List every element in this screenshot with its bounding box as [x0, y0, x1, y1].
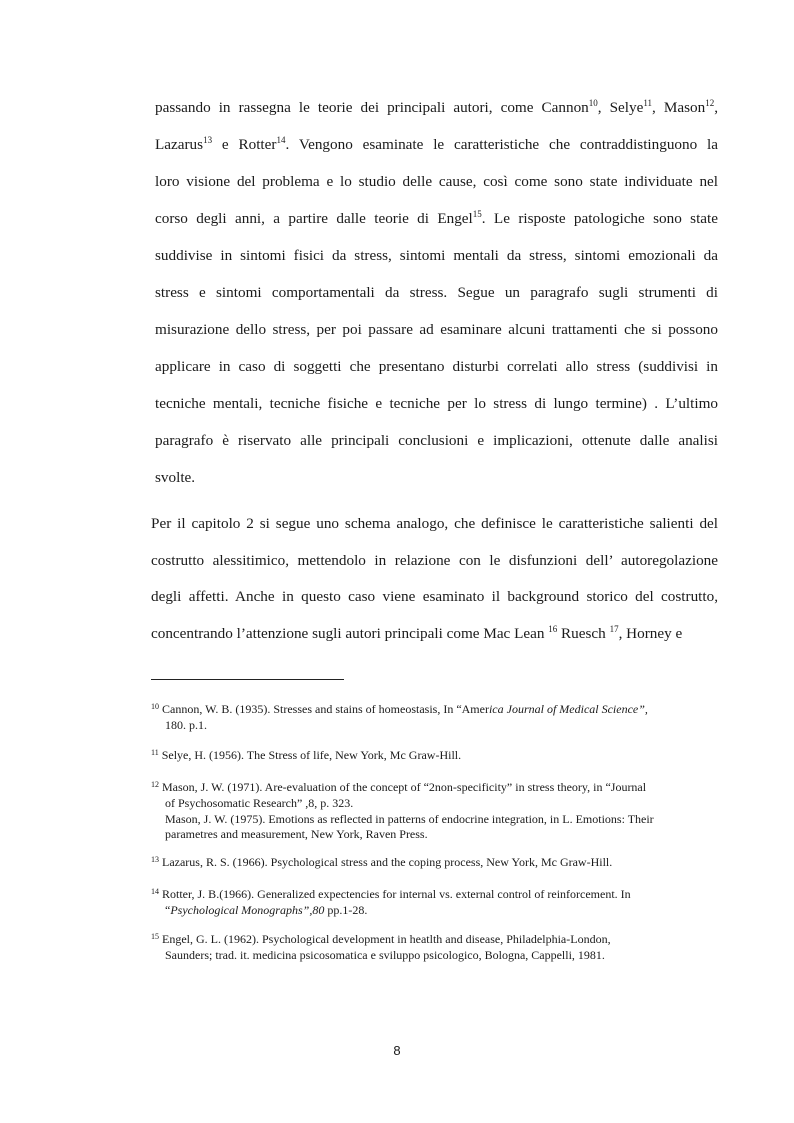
- footnote-ref: 15: [472, 209, 482, 219]
- footnote-number: 14: [151, 887, 159, 896]
- footnote-13: [151, 855, 726, 871]
- text-run: suddivise in sintomi fisici da stress, sintomi mentali da stress, sintomi emozionali da: [155, 247, 718, 264]
- footnote-ref: 17: [609, 624, 619, 635]
- footnote-text: Selye, H. (1956). The Stress of life, New York, Mc Graw-Hill.: [161, 748, 462, 762]
- text-line: [155, 163, 718, 200]
- footnote-ref: 11: [643, 98, 653, 108]
- text-run: corso degli anni, a partire dalle teorie di Engel: [155, 210, 473, 227]
- footnote-text: Saunders; trad. it. medicina psicosomatica e sviluppo psicologico, Bologna, Cappelli, 1981.: [165, 947, 605, 962]
- text-run: stress e sintomi comportamentali da stress. Segue un paragrafo sugli strumenti di: [155, 284, 718, 301]
- body-paragraph-1: [155, 89, 718, 496]
- footnote-11: [151, 748, 726, 764]
- text-run: misurazione dello stress, per poi passare ad esaminare alcuni trattamenti che si possono: [155, 321, 718, 338]
- text-line: [151, 543, 718, 580]
- text-run: Ruesch: [557, 625, 610, 643]
- footnote-ref: 12: [705, 98, 715, 108]
- footnote-number: 13: [151, 855, 159, 864]
- footnote-text: Mason, J. W. (1975). Emotions as reflected in patterns of endocrine integration, in L. Emotions: Their: [165, 811, 654, 826]
- text-run: applicare in caso di soggetti che presentano disturbi correlati allo stress (suddivisi in: [155, 358, 718, 375]
- footnote-body: [151, 932, 726, 964]
- footnote-text: ica Journal of Medical Science”,: [488, 702, 648, 716]
- text-line: [155, 274, 718, 311]
- text-run: tecniche mentali, tecniche fisiche e tecniche per lo stress di lungo termine) . L’ultimo: [155, 395, 718, 412]
- text-run: , Horney e: [618, 625, 683, 643]
- footnote-body: [151, 887, 726, 919]
- text-run: degli affetti. Anche in questo caso viene esaminato il background storico del costrutto,: [151, 588, 718, 606]
- text-line: [155, 237, 718, 274]
- text-run: . Vengono esaminate le caratteristiche che contraddistinguono la: [285, 136, 718, 153]
- text-run: paragrafo è riservato alle principali conclusioni e implicazioni, ottenute dalle analisi: [155, 432, 718, 449]
- text-line: [155, 459, 718, 496]
- text-line: [155, 385, 718, 422]
- footnote-text: Cannon, W. B. (1935). Stresses and stains of homeostasis, In “Amer: [162, 702, 489, 716]
- footnote-text: “: [165, 902, 171, 917]
- footnote-body: [151, 702, 726, 734]
- footnote-text: of Psychosomatic Research” ,8, p. 323.: [165, 795, 354, 810]
- text-run: costrutto alessitimico, mettendolo in relazione con le disfunzioni dell’ autoregolazione: [151, 551, 718, 569]
- text-run: ,: [714, 99, 718, 116]
- footnote-10: [151, 702, 726, 734]
- page-number: 8: [393, 1043, 401, 1058]
- text-line: [155, 200, 718, 237]
- text-run: concentrando l’attenzione sugli autori principali come Mac Lean: [151, 625, 549, 643]
- footnote-body: [151, 855, 726, 871]
- text-run: Per il capitolo 2 si segue uno schema analogo, che definisce le caratteristiche salienti del: [151, 515, 718, 532]
- text-line: [151, 579, 718, 616]
- text-line: [155, 89, 718, 126]
- footnote-text: 180. p.1.: [165, 717, 207, 732]
- text-run: Lazarus: [155, 136, 204, 153]
- footnote-number: 10: [151, 702, 159, 711]
- footnote-ref: 13: [203, 135, 213, 145]
- text-line: [151, 506, 718, 543]
- footnote-number: 11: [151, 748, 159, 757]
- footnote-12: [151, 780, 726, 843]
- body-paragraph-2: [151, 506, 718, 653]
- text-line: [155, 126, 718, 163]
- footnote-text: Psychological Monographs”,80: [170, 902, 325, 917]
- text-run: , Mason: [652, 99, 706, 116]
- text-line: [151, 616, 718, 653]
- footnote-text: pp.1-28.: [324, 902, 368, 917]
- footnote-text: Mason, J. W. (1971). Are-evaluation of the concept of “2non-specificity” in stress theory, in “Journal: [162, 780, 647, 794]
- footnote-text: Rotter, J. B.(1966). Generalized expectencies for internal vs. external control of reinforcement. In: [162, 887, 631, 901]
- text-run: e Rotter: [212, 136, 277, 153]
- footnote-text: parametres and measurement, New York, Raven Press.: [165, 827, 428, 842]
- footnote-ref: 14: [276, 135, 286, 145]
- footnote-number: 12: [151, 780, 159, 789]
- footnote-14: [151, 887, 726, 919]
- footnote-ref: 16: [548, 624, 558, 635]
- text-line: [155, 422, 718, 459]
- footnote-separator: [151, 679, 344, 680]
- footnote-text: Engel, G. L. (1962). Psychological development in heatlth and disease, Philadelphia-London,: [162, 932, 611, 946]
- footnote-text: Lazarus, R. S. (1966). Psychological stress and the coping process, New York, Mc Graw-Hill.: [162, 855, 613, 869]
- text-run: svolte.: [155, 469, 196, 486]
- text-line: [155, 311, 718, 348]
- text-line: [155, 348, 718, 385]
- footnote-body: [151, 780, 726, 843]
- footnote-number: 15: [151, 932, 159, 941]
- footnote-body: [151, 748, 726, 764]
- text-run: loro visione del problema e lo studio delle cause, così come sono state individuate nel: [155, 173, 718, 190]
- text-run: passando in rassegna le teorie dei principali autori, come Cannon: [155, 99, 589, 116]
- text-run: . Le risposte patologiche sono state: [481, 210, 719, 227]
- footnote-ref: 10: [588, 98, 598, 108]
- text-run: , Selye: [597, 99, 644, 116]
- footnote-15: [151, 932, 726, 964]
